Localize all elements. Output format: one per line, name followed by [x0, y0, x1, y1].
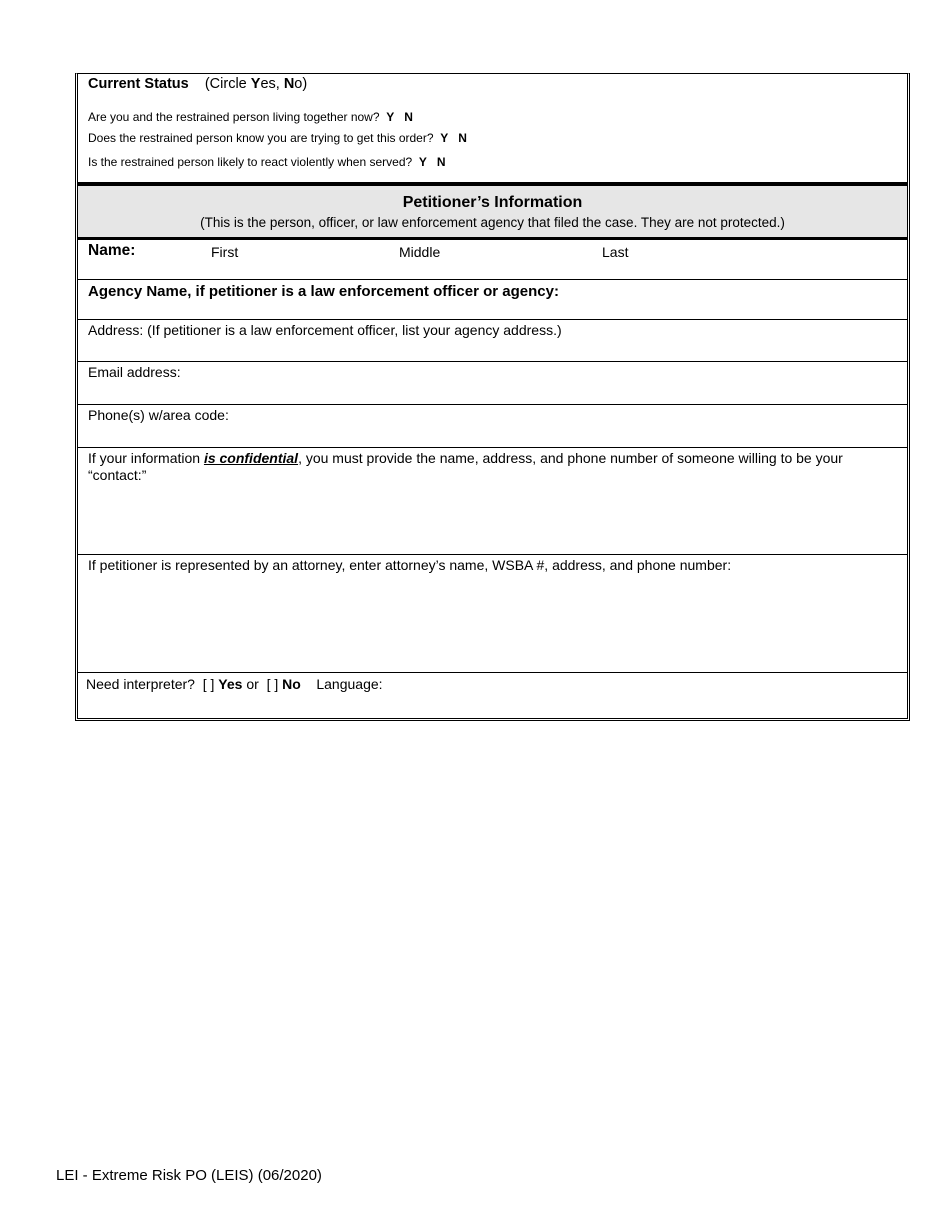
interpreter-question: Need interpreter? [86, 676, 195, 692]
circle-instruction-o: o) [294, 76, 308, 92]
petitioner-heading: Petitioner’s Information [402, 194, 583, 211]
address-row[interactable] [78, 320, 907, 362]
status-question-knows-order [88, 131, 467, 145]
petitioner-information-header [78, 182, 907, 240]
confidential-line-1 [88, 450, 843, 466]
answer-no[interactable]: N [458, 131, 467, 145]
current-status-label: Current Status [88, 76, 189, 92]
name-row[interactable] [78, 240, 907, 280]
answer-no[interactable]: N [436, 155, 446, 169]
current-status-section [78, 74, 907, 182]
circle-instruction-prefix: (Circle [204, 76, 251, 92]
confidential-suffix: , you must provide the name, address, and phone number of someone willing to be your [298, 450, 843, 466]
form-footer: LEI - Extreme Risk PO (LEIS) (06/2020) [56, 1167, 322, 1184]
language-label: Language: [316, 676, 383, 692]
middle-name-label: Middle [399, 244, 441, 260]
status-question-react-violently [88, 155, 446, 169]
confidential-line-2: “contact:” [88, 467, 147, 483]
interpreter-yes-label: Yes [218, 676, 243, 692]
confidential-contact-row[interactable] [78, 448, 907, 555]
phone-row[interactable] [78, 405, 907, 448]
email-label: Email address: [88, 364, 181, 380]
interpreter-no-label: No [282, 676, 301, 692]
status-question-living-together [88, 110, 413, 124]
answer-yes[interactable]: Y [440, 131, 449, 145]
question-text: Is the restrained person likely to react violently when served? [88, 155, 413, 169]
last-name-label: Last [602, 244, 629, 260]
question-text: Does the restrained person know you are trying to get this order? [88, 131, 434, 145]
petitioner-subheading: (This is the person, officer, or law enforcement agency that filed the case. They are not protected.) [200, 215, 785, 230]
attorney-label: If petitioner is represented by an attorney, enter attorney’s name, WSBA #, address, and phone number: [88, 557, 732, 573]
address-label: Address: (If petitioner is a law enforcement officer, list your agency address.) [88, 322, 562, 338]
interpreter-or: or [246, 676, 259, 692]
confidential-prefix: If your information [88, 450, 204, 466]
confidential-emphasis: is confidential [203, 450, 299, 466]
circle-instruction-es: es, [260, 76, 284, 92]
circle-instruction-n: N [283, 76, 295, 92]
answer-yes[interactable]: Y [386, 110, 395, 124]
interpreter-line [86, 676, 383, 692]
agency-name-row[interactable] [78, 280, 907, 320]
petition-form [75, 73, 910, 721]
interpreter-row [78, 673, 907, 718]
interpreter-yes-checkbox[interactable]: [ ] [202, 676, 215, 692]
first-name-label: First [211, 244, 239, 260]
interpreter-no-checkbox[interactable]: [ ] [266, 676, 279, 692]
answer-yes[interactable]: Y [418, 155, 427, 169]
agency-name-label: Agency Name, if petitioner is a law enforcement officer or agency: [88, 283, 559, 300]
email-row[interactable] [78, 362, 907, 405]
current-status-title [88, 76, 307, 92]
phone-label: Phone(s) w/area code: [88, 407, 229, 423]
name-label: Name: [88, 242, 136, 259]
question-text: Are you and the restrained person living together now? [88, 110, 380, 124]
attorney-row[interactable] [78, 555, 907, 673]
circle-instruction-y: Y [250, 76, 261, 92]
answer-no[interactable]: N [404, 110, 413, 124]
